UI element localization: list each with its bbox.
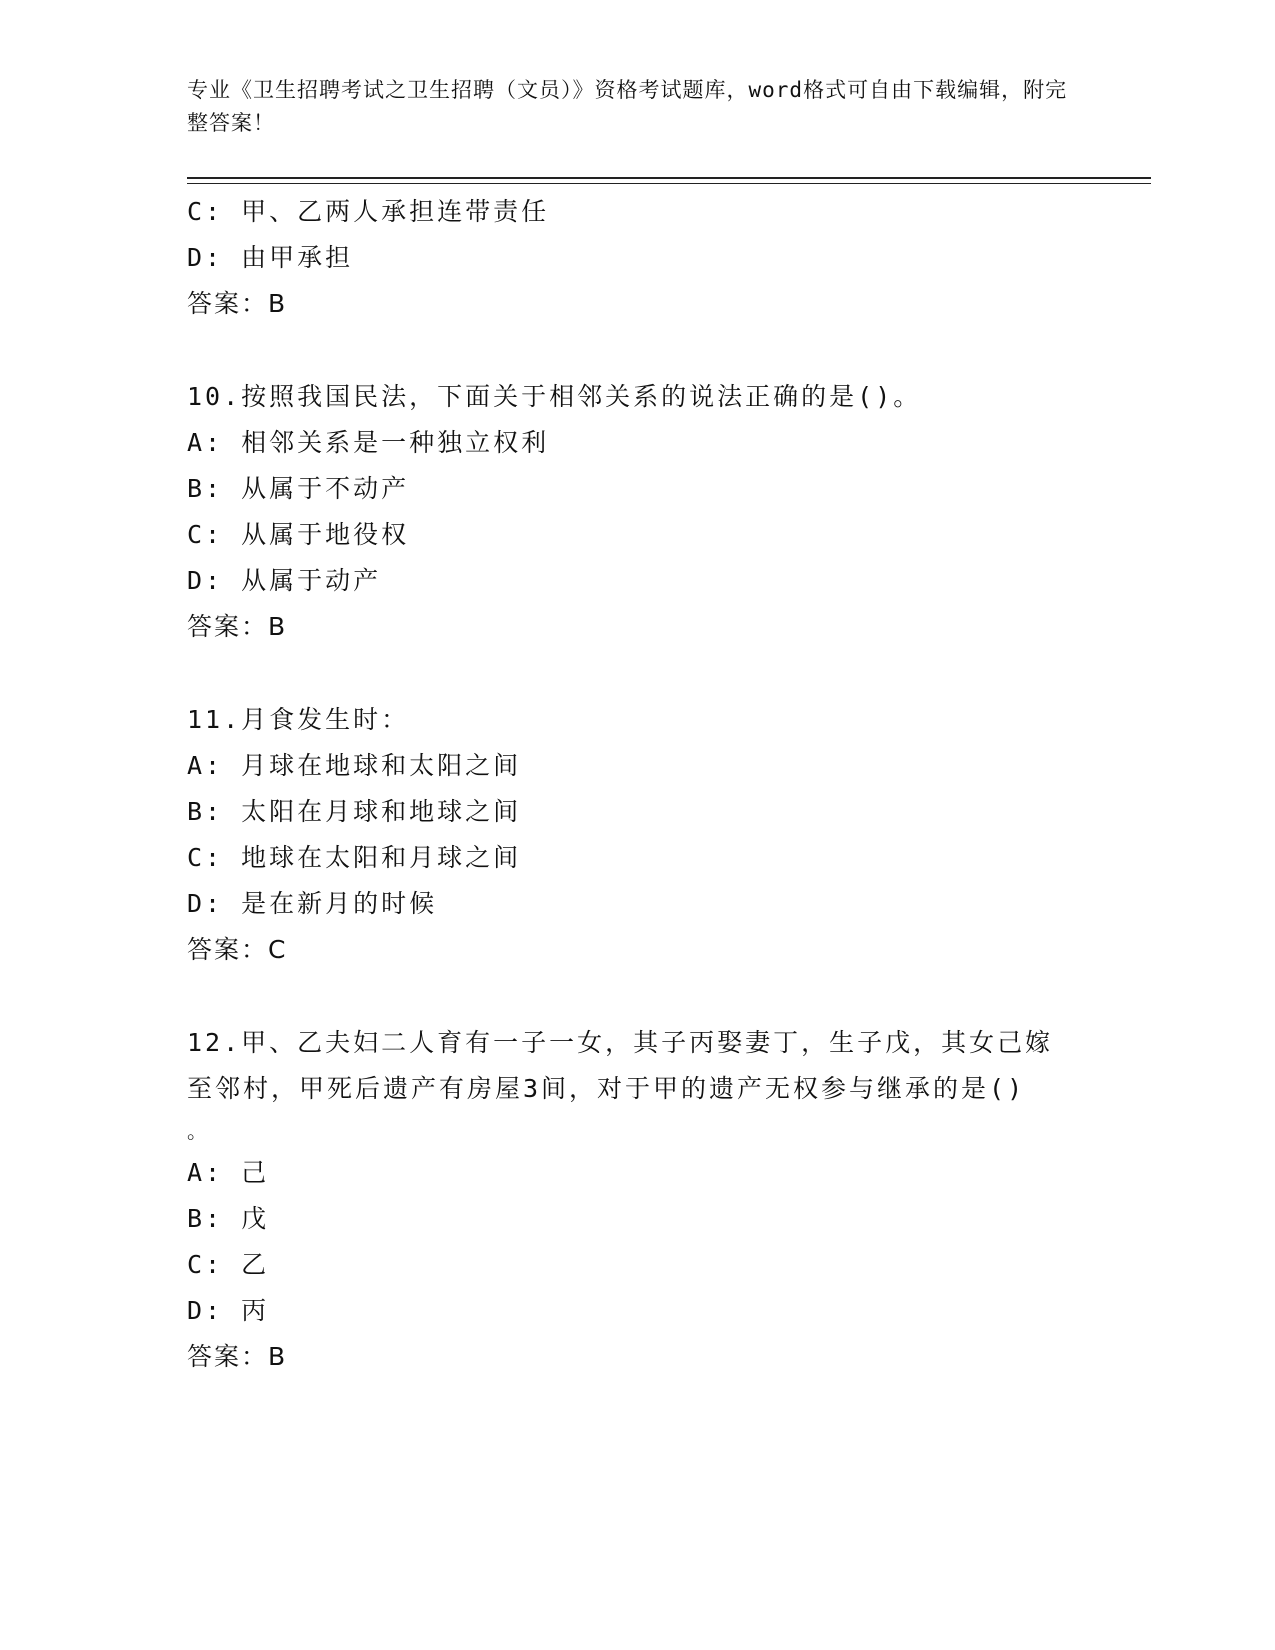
- header-rule-thin: [187, 183, 1151, 184]
- option-a: A: 己: [187, 1158, 270, 1187]
- question-stem-line-3: 。: [187, 1119, 210, 1143]
- document-header: 专业《卫生招聘考试之卫生招聘（文员）》资格考试题库，word格式可自由下载编辑，附完整答案！: [187, 78, 1068, 135]
- question-stem: 10.按照我国民法，下面关于相邻关系的说法正确的是()。: [187, 382, 922, 411]
- option-c: C: 乙: [187, 1250, 270, 1279]
- option-d: D: 是在新月的时候: [187, 889, 438, 918]
- option-c: C: 甲、乙两人承担连带责任: [187, 197, 550, 226]
- option-a: A: 月球在地球和太阳之间: [187, 751, 522, 780]
- answer-line: 答案：B: [187, 289, 288, 318]
- option-a: A: 相邻关系是一种独立权利: [187, 428, 550, 457]
- question-stem-line-2: 至邻村，甲死后遗产有房屋3间，对于甲的遗产无权参与继承的是(): [187, 1074, 1026, 1103]
- spacer: [187, 973, 1087, 1020]
- question-content: [187, 189, 1087, 1380]
- option-b: B: 太阳在月球和地球之间: [187, 797, 522, 826]
- option-d: D: 丙: [187, 1296, 270, 1325]
- answer-line: 答案：B: [187, 1342, 288, 1371]
- header-rule-thick: [187, 177, 1151, 179]
- answer-line: 答案：C: [187, 935, 288, 964]
- option-b: B: 戊: [187, 1204, 270, 1233]
- option-d: D: 从属于动产: [187, 566, 382, 595]
- option-b: B: 从属于不动产: [187, 474, 410, 503]
- question-stem-line-1: 12.甲、乙夫妇二人育有一子一女，其子丙娶妻丁，生子戊，其女己嫁: [187, 1028, 1054, 1057]
- spacer: [187, 327, 1087, 374]
- option-c: C: 地球在太阳和月球之间: [187, 843, 522, 872]
- question-stem: 11.月食发生时：: [187, 705, 410, 734]
- option-d: D: 由甲承担: [187, 243, 354, 272]
- option-c: C: 从属于地役权: [187, 520, 410, 549]
- spacer: [187, 650, 1087, 697]
- answer-line: 答案：B: [187, 612, 288, 641]
